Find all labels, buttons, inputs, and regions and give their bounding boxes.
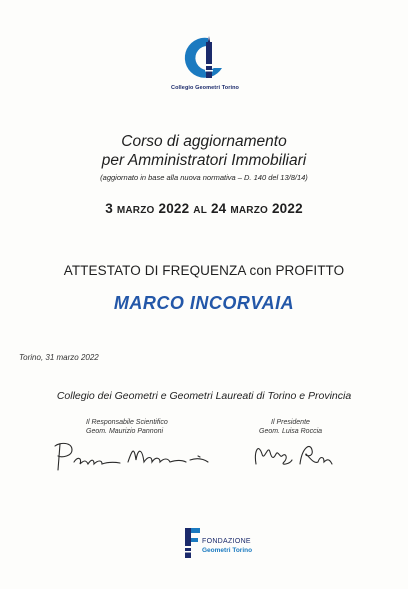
logo-caption: Collegio Geometri Torino [171, 85, 239, 91]
date-connector: AL [193, 205, 208, 216]
certificate-heading: ATTESTATO DI FREQUENZA con PROFITTO [63, 263, 345, 278]
course-subtitle: (aggiornato in base alla nuova normativa – D. 140 del 13/8/14) [100, 173, 308, 182]
foundation-name-line1: FONDAZIONE [202, 538, 251, 545]
date-start-month: MARZO [116, 205, 155, 216]
date-start-day: 3 [105, 201, 113, 216]
date-end-day: 24 [210, 201, 227, 216]
right-signatory-role: Il Presidente [271, 419, 310, 426]
right-signatory-name: Geom. Luisa Roccia [259, 428, 323, 435]
course-title-line1: Corso di aggiornamento [121, 133, 287, 150]
right-signature-image [250, 434, 340, 474]
place-date: Torino, 31 marzo 2022 [19, 353, 99, 362]
date-start-year: 2022 [158, 201, 190, 216]
date-end-month: MARZO [230, 205, 269, 216]
fondazione-logo-icon [181, 526, 201, 560]
date-end-year: 2022 [271, 201, 303, 216]
collegio-geometri-logo-icon [178, 34, 230, 84]
left-signatory-name: Geom. Maurizio Pannoni [86, 428, 164, 435]
foundation-name-line2: Geometri Torino [202, 547, 253, 554]
left-signature-image [50, 436, 215, 476]
course-dates [0, 201, 408, 216]
course-title-line2: per Amministratori Immobiliari [101, 152, 307, 169]
left-signatory-role: Il Responsabile Scientifico [86, 419, 168, 426]
recipient-name: MARCO INCORVAIA [113, 293, 295, 313]
issuer-name: Collegio dei Geometri e Geometri Laureati di Torino e Provincia [56, 390, 352, 402]
